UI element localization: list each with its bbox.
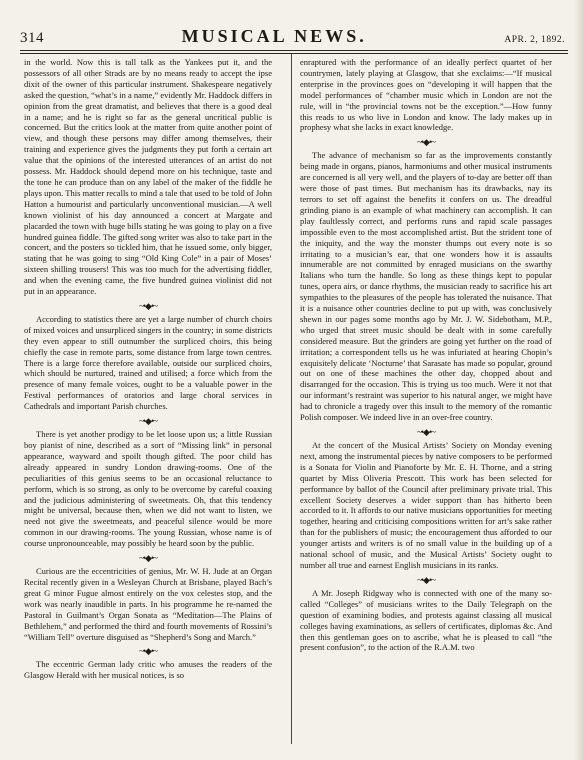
- section-ornament: ~•◆•~: [139, 300, 157, 311]
- paragraph-stradivarius: in the world. Now this is tall talk as the Yankees put it, and the possessors of all other Strads are by no means ready to accept the ipse dixit of the owner of this particular instrument. Shakespeare negatively asked the question, “what’s in a name,” evidently Mr. Haddock differs in opinion from the great dramatist, and believes that there is a good deal in a name; and he is right so far as the general uncritical public is concerned. But the critics look at the matter from quite another point of view, and though these persons may differ among themselves, their training and experience gives the judgments they put forth a certain art value that the opinions of the interested utterances of an artist do not possess. Mr. Haddock should depend more on his technique, taste and the tone he can produce than on any label of the maker of the fiddle he plays upon. This matter recalls to mind a tale that used to be told of John Hatton a humourist and particularly unconventional musician.—A well known violinist of his day announced a concert at Margate and placarded the town with huge bills stating he was going to play on a five hundred guinea fiddle. The gifted song writer was also to take part in the concert, and the posters so tickled him, that he issued some, only bigger, stating that he was going to sing “Old King Cole” in a pair of Moses’ sixteen shilling trousers! This was too much for the advertising fiddler, and when the evening came, the five hundred guinea violinist did not put in an appearance.: [24, 57, 272, 297]
- right-column: [300, 57, 552, 653]
- section-ornament: ~•◆•~: [139, 646, 157, 657]
- left-column: [24, 57, 272, 681]
- paragraph-lady-critic: The eccentric German lady critic who amuses the readers of the Glasgow Herald with her musical notices, is so: [24, 659, 272, 681]
- section-ornament: ~•◆•~: [417, 427, 435, 437]
- paragraph-quartet-continuation: enraptured with the performance of an ideally perfect quartet of her countrymen, lately playing at Glasgow, that she exclaims:—“If musical enterprise in the provinces goes on “developing it will happen that the model performances of “chamber music which in London are not the rule, will in “the provincial towns not be the exception.”—How funny this reads to us who live in London and know. The lady makes up in prophesy what she lacks in exact knowledge.: [300, 57, 552, 133]
- masthead-title: MUSICAL NEWS.: [181, 26, 367, 46]
- paragraph-russian-prodigy: There is yet another prodigy to be let loose upon us; a little Russian boy pianist of nine, described as a sort of “Missing link” in personal appearance, wayward and spoilt though gifted. The poor child has already appeared in sundry London drawing-rooms. One of the peculiarities of this genius seems to be an occasional reluctance to perform, which is so strong, as only to be overcome by careful coaxing and the judicious administering of sweetmeats. Oh, that this tendency might be universal, because then, when we did not want to listen, we need not give the sweetmeats, and peaceful silence would be more common in our drawing-rooms. The young Russian, whose name is of course unpronounceable, may possibly be heard soon by the public.: [24, 429, 272, 549]
- paragraph-church-choirs: According to statistics there are yet a large number of church choirs of mixed voices and unsurpliced singers in the country; in some districts they even appear to still outnumber the surpliced choirs, this being chiefly the case in remote parts, some distance from large town centres. There is a large force therefore available, outside our surpliced choirs, which should be nurtured, trained and utilised; a force which from the presence of many female voices, ought to be a valuable power in the Festival performances of oratorios and large choral services in Cathedrals and important Parish churches.: [24, 313, 272, 412]
- page-number: 314: [20, 30, 44, 46]
- header-rule-double: [20, 53, 568, 54]
- page-header: [20, 26, 565, 46]
- paragraph-musical-artists-society: At the concert of the Musical Artists’ Society on Monday evening next, among the instrumental pieces by native composers to be performed is a Sonata for Violin and Pianoforte by Mr. E. H. Thorne, and a string quartet by Miss Oliveria Prescott. This work has been selected for performance by ballot of the Council after preliminary private trial. This excellent Society deserves a wider support than has hitherto been accorded to it. It affords to our native musicians opportunities for meeting together, hearing and criticising compositions written for art’s sake rather than for the publishers of music; the encouragement thus afforded to our younger artists and writers is of no small value in the building up of a national school of music, and the Musical Artists’ Society ought to number all true and earnest English musicians in its ranks.: [300, 440, 552, 570]
- page-edge-shadow: [574, 0, 584, 760]
- paragraph-organ-recital: Curious are the eccentricities of genius, Mr. W. H. Jude at an Organ Recital recently given in a Wesleyan Church at Brisbane, played Bach’s great G minor Fugue almost entirely on the vox celestes stop, and the work was nearly inaudible in parts. In his programme he re-named the Pastoral in Guilmant’s Organ Sonata as “Meditation—The Plains of Bethlehem,” and performed the third and fourth movements of Rossini’s “William Tell” overture disguised as “Shepherd’s Song and March.”: [24, 566, 272, 642]
- section-ornament: ~•◆•~: [139, 416, 157, 427]
- section-ornament: ~•◆•~: [139, 553, 157, 564]
- paragraph-mechanism: The advance of mechanism so far as the improvements constantly being made in organs, pianos, harmoniums and other musical instruments are concerned is all very well, and the players of to-day are better off than were those of past times. But mechanism has its drawbacks, nay its terrors to set off against the benefits it confers on us. The dreadful grinding piano is an example of what machinery can accomplish. It can play faultlessly correct, and performs runs and rapid scale passages impossible even to the most accomplished artist. But the strident tone of the iniquity, and the way the monster thumps out every note is so irritating to a musician’s ear, that one wonders how it is assaults innumerable are not committed by enraged musicians on the swarthy Italians who turn the handle. So long as these things kept to popular tunes, opera airs, or dance rhythms, the musician ready to sacrifice his art sympathies to the pleasures of the people has tolerated the nuisance. That it is a nuisance other countries decline to put up with, was conclusively shewn in our pages some months ago by Mr. J. W. Sidebotham, M.P., who urged that street music should be dealt with in some carefully considered measure. But the grinders are going yet further on the road of irritation; a correspondent tells us he was infuriated at hearing Chopin’s exquisitely delicate ‘Nocturne’ that Sarasate has made so popular, ground out on one of these machines the other day, chopped about and disarranged for the occasion. This is trying us too much. Were it not that our informant’s restraint was superior to his natural anger, we might have had to chronicle a tragedy over this insult to the memory of the romantic Polish composer. We indeed live in an over-free country.: [300, 150, 552, 423]
- header-rule: [20, 50, 568, 51]
- issue-date: APR. 2, 1892.: [504, 35, 565, 45]
- section-ornament: ~•◆•~: [417, 137, 435, 148]
- column-divider: [291, 54, 292, 744]
- section-ornament: ~•◆•~: [417, 574, 435, 585]
- paragraph-ridgway: A Mr. Joseph Ridgway who is connected with one of the many so-called “Colleges” of musicians writes to the Daily Telegraph on the question of examining bodies, and protests against classing all musical colleges having examinations, as sellers of certificates, diplomas &c. And then this gentleman goes on to ascribe, what he is pleased to call “the present confusion”, to the action of the R.A.M. two: [300, 587, 552, 653]
